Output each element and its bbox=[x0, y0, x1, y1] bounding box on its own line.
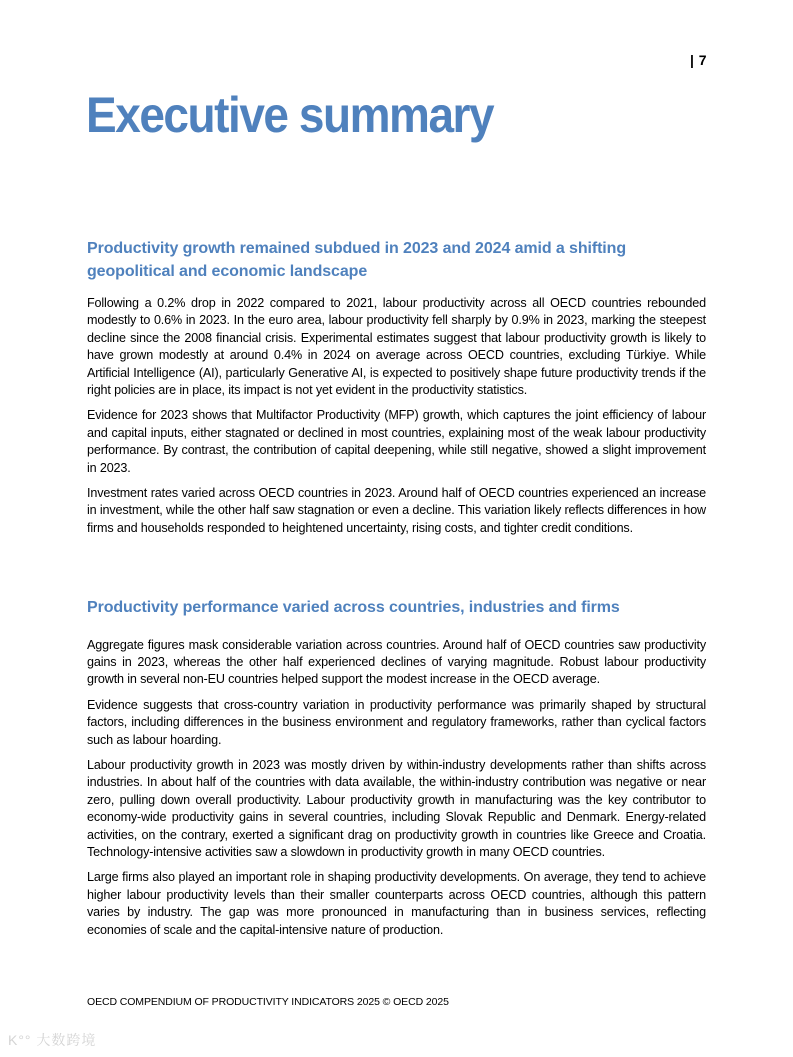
watermark-logo: K°° 大数跨境 bbox=[8, 1032, 97, 1048]
paragraph: Aggregate figures mask considerable variation across countries. Around half of OECD countries saw productivity gains in 2023, whereas the other half experienced declines of varying magnitude. Robust labour productivity growth in several non-EU countries helped support the modest increase in the OECD average. bbox=[87, 637, 706, 687]
paragraph: Evidence suggests that cross-country variation in productivity performance was primarily shaped by structural factors, including differences in the business environment and regulatory frameworks, rather than cyclical factors such as labour hoarding. bbox=[87, 697, 706, 747]
section-productivity-performance bbox=[87, 597, 706, 947]
paragraph: Following a 0.2% drop in 2022 compared to 2021, labour productivity across all OECD countries rebounded modestly to 0.6% in 2023. In the euro area, labour productivity fell sharply by 0.9% in 2023, marking the steepest decline since the 2008 financial crisis. Experimental estimates suggest that labour productivity growth is likely to have grown modestly at around 0.4% in 2024 on average across OECD countries, excluding Türkiye. While Artificial Intelligence (AI), particularly Generative AI, is expected to positively shape future productivity trends if the right policies are in place, its impact is not yet evident in the productivity statistics. bbox=[87, 296, 706, 398]
section-heading: Productivity performance varied across countries, industries and firms bbox=[87, 599, 620, 616]
paragraph: Labour productivity growth in 2023 was mostly driven by within-industry developments rather than shifts across industries. In about half of the countries with data available, the within-industry contribution was negative or near zero, pulling down overall productivity. Labour productivity growth in manufacturing was the key contributor to economy-wide productivity gains in several countries, including Slovak Republic and Denmark. Energy-related activities, on the contrary, exerted a significant drag on productivity growth in countries like Greece and Croatia. Technology-intensive activities saw a slowdown in productivity growth in many OECD countries. bbox=[87, 757, 706, 859]
page-number: | 7 bbox=[690, 52, 708, 68]
paragraph: Investment rates varied across OECD countries in 2023. Around half of OECD countries experienced an increase in investment, while the other half saw stagnation or even a decline. This variation likely reflects differences in how firms and households responded to heightened uncertainty, rising costs, and tighter credit conditions. bbox=[87, 486, 706, 535]
section-productivity-growth bbox=[87, 238, 706, 545]
page-footer: OECD COMPENDIUM OF PRODUCTIVITY INDICATORS 2025 © OECD 2025 bbox=[87, 996, 449, 1008]
paragraph: Large firms also played an important role in shaping productivity developments. On average, they tend to achieve higher labour productivity levels than their smaller counterparts across OECD countries, although this pattern varies by industry. The gap was more pronounced in manufacturing than in business services, reflecting economies of scale and the capital-intensive nature of production. bbox=[87, 870, 706, 937]
section-heading: Productivity growth remained subdued in 2023 and 2024 amid a shifting geopolitical and economic landscape bbox=[87, 240, 626, 280]
paragraph: Evidence for 2023 shows that Multifactor Productivity (MFP) growth, which captures the joint efficiency of labour and capital inputs, either stagnated or declined in most countries, explaining most of the weak labour productivity performance. By contrast, the contribution of capital deepening, while still negative, showed a slight improvement in 2023. bbox=[87, 408, 706, 475]
page-title: Executive summary bbox=[86, 87, 494, 143]
